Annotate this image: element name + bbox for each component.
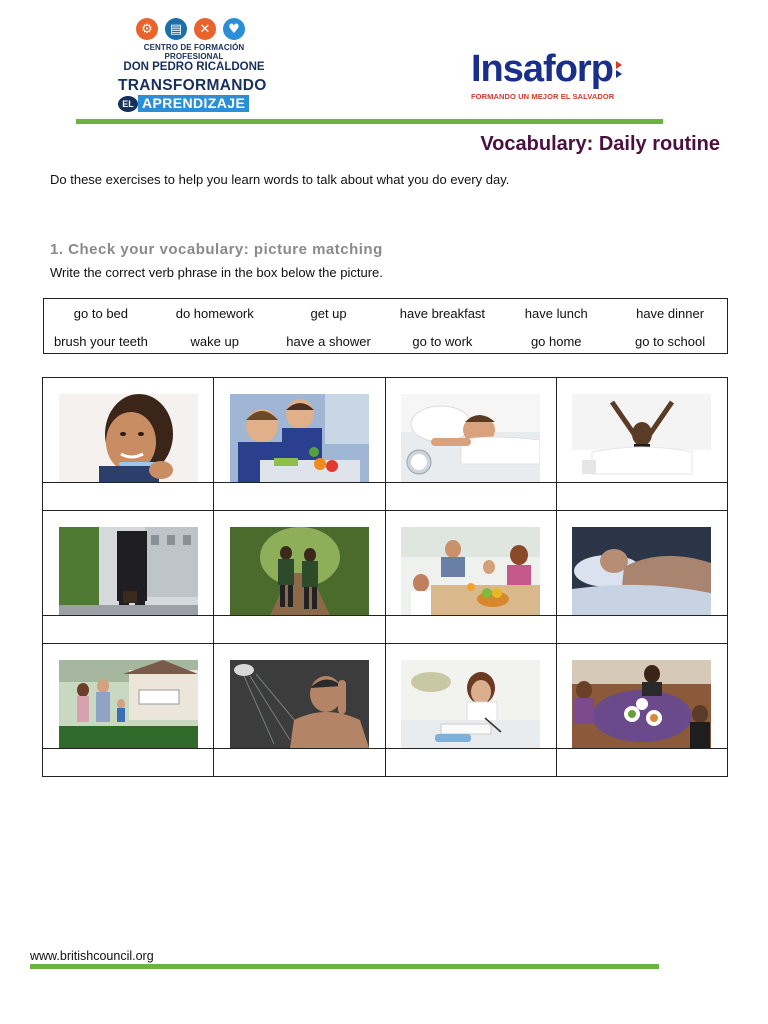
footer-url[interactable]: www.britishcouncil.org: [30, 949, 154, 963]
answer-box[interactable]: [214, 749, 385, 777]
word-item: have a shower: [286, 333, 371, 349]
photo-man-walking-to-office: [59, 527, 198, 615]
logo-school-name: DON PEDRO RICALDONE: [123, 61, 265, 73]
answer-box[interactable]: [385, 483, 556, 511]
insaforp-wordmark: [471, 50, 671, 88]
word-item: do homework: [175, 305, 254, 321]
answer-box[interactable]: [43, 616, 214, 644]
answer-box[interactable]: [214, 616, 385, 644]
answer-box[interactable]: [385, 749, 556, 777]
photo-woman-stretching-in-bed: [572, 394, 711, 482]
page-title: Vocabulary: Daily routine: [480, 133, 720, 155]
exercise-heading: 1. Check your vocabulary: picture matching: [50, 241, 383, 258]
ricaldone-logo: [116, 18, 272, 111]
answer-box[interactable]: [556, 483, 727, 511]
logo-slogan-2: [118, 95, 272, 112]
tools-icon: ✕: [194, 18, 216, 40]
exercise-instruction: Write the correct verb phrase in the box below the picture.: [50, 265, 383, 280]
photo-family-having-breakfast: [401, 527, 540, 615]
answer-box[interactable]: [385, 616, 556, 644]
photo-man-in-shower: [230, 660, 369, 748]
heart-hands-icon: ♥: [223, 18, 245, 40]
intro-text: Do these exercises to help you learn words to talk about what you do every day.: [50, 172, 510, 187]
insaforp-tagline: FORMANDO UN MEJOR EL SALVADOR: [471, 92, 615, 101]
word-item: have dinner: [636, 305, 705, 321]
logo-el: EL: [118, 96, 138, 112]
word-bank: [43, 298, 728, 354]
answer-box[interactable]: [43, 749, 214, 777]
logo-slogan-1: TRANSFORMANDO: [118, 77, 267, 94]
footer-divider: [30, 964, 659, 969]
answer-box[interactable]: [556, 616, 727, 644]
insaforp-name: Insaforp: [471, 48, 613, 90]
picture-row: [43, 644, 728, 749]
insaforp-logo: [471, 50, 671, 104]
answer-row: [43, 616, 728, 644]
answer-row: [43, 483, 728, 511]
logo-center-name: CENTRO DE FORMACIÓN PROFESIONAL: [143, 43, 245, 61]
logo-icon-row: [136, 18, 272, 40]
photo-children-having-lunch: [230, 394, 369, 482]
word-item: go to work: [412, 333, 473, 349]
word-item: get up: [310, 305, 347, 321]
word-item: have breakfast: [399, 305, 486, 321]
photo-man-sleeping: [572, 527, 711, 615]
answer-row: [43, 749, 728, 777]
answer-box[interactable]: [43, 483, 214, 511]
picture-grid: [42, 377, 728, 777]
word-item: wake up: [190, 333, 239, 349]
answer-box[interactable]: [556, 749, 727, 777]
word-item: have lunch: [524, 305, 588, 321]
photo-family-arriving-home: [59, 660, 198, 748]
word-item: brush your teeth: [53, 333, 148, 349]
word-item: go to bed: [73, 305, 129, 321]
photo-family-having-dinner: [572, 660, 711, 748]
book-icon: ▤: [165, 18, 187, 40]
photo-girl-brushing-teeth: [59, 394, 198, 482]
answer-box[interactable]: [214, 483, 385, 511]
header-divider: [76, 119, 663, 124]
gears-icon: ⚙: [136, 18, 158, 40]
insaforp-arrows-icon: [616, 61, 622, 78]
word-item: go to school: [635, 333, 706, 349]
picture-row: [43, 511, 728, 616]
photo-man-with-alarm-clock: [401, 394, 540, 482]
logo-aprendizaje: APRENDIZAJE: [138, 95, 249, 112]
word-item: go home: [530, 333, 582, 349]
photo-girl-doing-homework: [401, 660, 540, 748]
picture-row: [43, 378, 728, 483]
photo-children-walking-to-school: [230, 527, 369, 615]
